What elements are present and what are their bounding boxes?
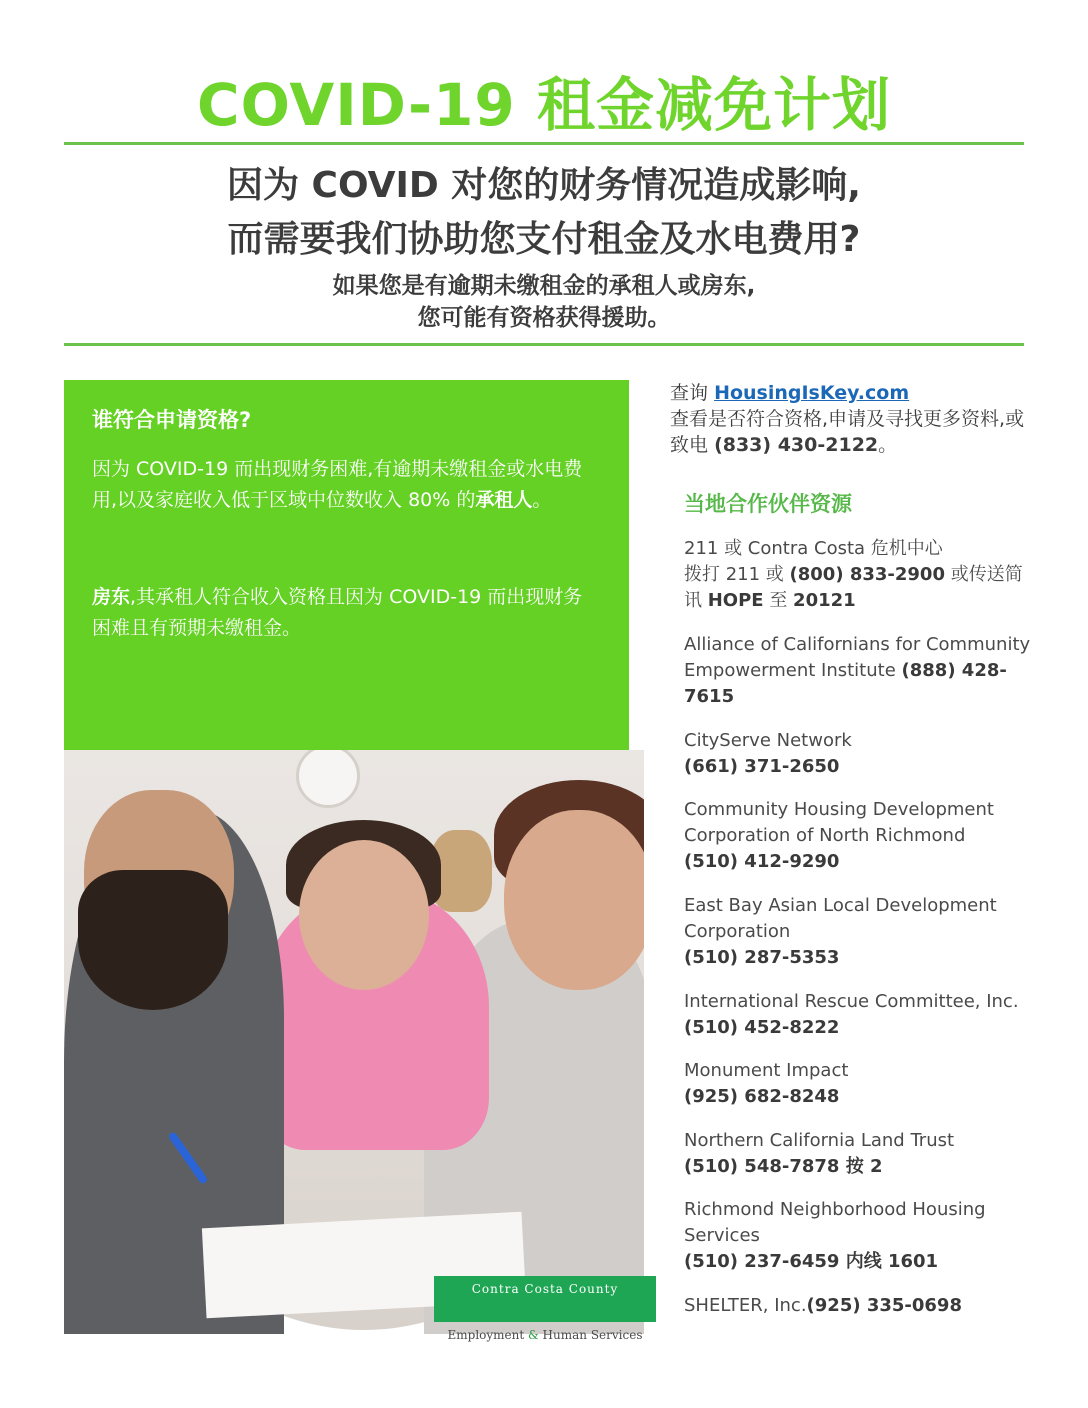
tenant-end: 。	[532, 489, 552, 511]
top-divider	[64, 142, 1024, 145]
partner-detail: 或传送简讯	[684, 564, 1023, 611]
partner-name: East Bay Asian Local Development Corporation	[684, 895, 997, 942]
logo-human-services: Human Services	[542, 1328, 643, 1342]
contact-end: 。	[878, 434, 898, 456]
landlord-bold: 房东	[92, 586, 131, 608]
partner-name: SHELTER, Inc.	[684, 1295, 807, 1316]
partner-item	[684, 1197, 1034, 1275]
partner-name: Monument Impact	[684, 1060, 849, 1081]
partner-detail: 拨打 211 或	[684, 564, 790, 585]
eligibility-box	[64, 380, 629, 750]
contact-block	[670, 380, 1040, 458]
partner-phone: (510) 452-8222	[684, 1017, 840, 1038]
partner-phone: (925) 682-8248	[684, 1086, 840, 1107]
partner-name: International Rescue Committee, Inc.	[684, 991, 1019, 1012]
partner-phone: (510) 412-9290	[684, 851, 840, 872]
partner-item	[684, 632, 1034, 710]
eligibility-tenant	[92, 454, 597, 516]
housing-link[interactable]: HousingIsKey.com	[714, 382, 910, 404]
eligibility-title: 谁符合申请资格?	[92, 408, 252, 432]
bottom-divider	[64, 343, 1024, 346]
partner-name: Richmond Neighborhood Housing Services	[684, 1199, 986, 1246]
partner-phone: (510) 548-7878 按 2	[684, 1156, 883, 1177]
partner-phone: (510) 237-6459 内线 1601	[684, 1251, 939, 1272]
contact-prefix: 查询	[670, 382, 709, 404]
partner-phone: (510) 287-5353	[684, 947, 840, 968]
headline-line2: 而需要我们协助您支付租金及水电费用?	[227, 219, 861, 260]
subhead-line2: 您可能有资格获得援助。	[417, 305, 671, 331]
partner-name: 211 或 Contra Costa 危机中心	[684, 538, 943, 559]
partner-phone: (800) 833-2900	[789, 564, 945, 585]
logo-amp: &	[528, 1328, 539, 1342]
logo-top-text: Contra Costa County	[471, 1282, 619, 1296]
partner-item	[684, 893, 1034, 971]
partner-item	[684, 797, 1034, 875]
partner-item	[684, 728, 1034, 780]
partner-phone: (888) 428-7615	[684, 660, 1007, 707]
page-title: COVID-19 租金减免计划	[197, 71, 891, 139]
partner-item	[684, 1293, 1034, 1319]
tenant-text: 因为 COVID-19 而出现财务困难,有逾期未缴租金或水电费用,以及家庭收入低于区域中位数收入 80% 的	[92, 458, 583, 511]
partner-item	[684, 1058, 1034, 1110]
partner-name: Alliance of Californians for Community Empowerment Institute	[684, 634, 1031, 681]
partner-name: Community Housing Development Corporation of North Richmond	[684, 799, 994, 846]
contact-text: 查看是否符合资格,申请及寻找更多资料,或致电	[670, 408, 1025, 456]
county-logo	[434, 1276, 656, 1348]
tenant-bold: 承租人	[475, 489, 533, 511]
partners-heading: 当地合作伙伴资源	[684, 492, 852, 516]
partner-code: HOPE	[707, 590, 764, 611]
landlord-text: ,其承租人符合收入资格且因为 COVID-19 而出现财务困难且有预期未缴租金。	[92, 586, 583, 639]
partner-item	[684, 1128, 1034, 1180]
eligibility-landlord	[92, 582, 597, 644]
partner-name: Northern California Land Trust	[684, 1130, 955, 1151]
logo-employment: Employment	[447, 1328, 525, 1342]
partner-detail: 至	[763, 590, 794, 611]
man-beard	[78, 870, 228, 1010]
partner-code: 20121	[793, 590, 856, 611]
partner-item	[684, 989, 1034, 1041]
logo-bottom-text	[434, 1328, 656, 1342]
subhead-line1: 如果您是有逾期未缴租金的承租人或房东,	[332, 273, 756, 299]
family-photo	[64, 750, 644, 1334]
partner-name: CityServe Network	[684, 730, 852, 751]
girl-face	[299, 840, 429, 990]
partner-phone: (925) 335-0698	[806, 1295, 962, 1316]
headline-line1: 因为 COVID 对您的财务情况造成影响,	[227, 165, 861, 206]
contact-phone: (833) 430-2122	[714, 434, 879, 456]
partner-phone: (661) 371-2650	[684, 756, 840, 777]
partner-item	[684, 536, 1034, 614]
woman-face	[504, 810, 644, 990]
